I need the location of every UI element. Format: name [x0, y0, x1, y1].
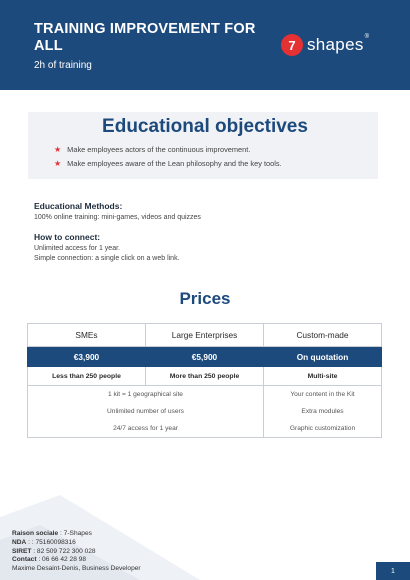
column-header: Custom-made — [264, 324, 382, 347]
siret-value: : 82 509 722 300 028 — [31, 547, 96, 555]
brand-logo — [281, 32, 369, 58]
siret-line — [12, 548, 141, 557]
connect-line: Unlimited access for 1 year. — [34, 245, 120, 252]
prices-title: Prices — [179, 289, 231, 308]
raison-value: : 7-Shapes — [58, 530, 92, 537]
custom-features-cell — [264, 386, 382, 438]
company-info — [12, 530, 141, 574]
shared-features-cell — [28, 386, 264, 438]
column-header: Large Enterprises — [146, 324, 264, 347]
objectives-title: Educational objectives — [102, 116, 308, 137]
logo-badge: 7 — [281, 34, 303, 56]
connect-line: Simple connection: a single click on a web link. — [34, 255, 180, 262]
contact-label: Contact — [12, 556, 37, 564]
feature-line: Unlimited number of users — [107, 408, 184, 415]
condition-row — [28, 367, 382, 386]
price-cell: On quotation — [264, 347, 382, 367]
header-banner — [0, 0, 410, 90]
page-number: 1 — [376, 562, 410, 580]
prices-table — [27, 323, 382, 438]
feature-line: Your content in the Kit — [290, 391, 355, 398]
feature-line: 24/7 access for 1 year — [113, 425, 178, 432]
condition-cell: More than 250 people — [146, 367, 264, 386]
feature-line: 1 kit = 1 geographical site — [108, 391, 183, 398]
price-cell: €3,900 — [28, 347, 146, 367]
siret-label: SIRET — [12, 547, 32, 555]
column-header: SMEs — [28, 324, 146, 347]
page-title: TRAINING IMPROVEMENT FOR ALL — [34, 21, 256, 54]
nda-value: : : 75160098316 — [26, 538, 76, 546]
nda-line — [12, 539, 141, 548]
table-header-row — [28, 324, 382, 347]
objective-item — [54, 157, 282, 171]
star-bullet-icon: ★ — [54, 145, 62, 154]
price-cell: €5,900 — [146, 347, 264, 367]
contact-line — [12, 556, 141, 565]
objective-text: Make employees aware of the Lean philosophy and the key tools. — [67, 159, 282, 168]
methods-text: 100% online training: mini-games, videos and quizzes — [34, 214, 201, 221]
condition-cell: Multi-site — [264, 367, 382, 386]
connect-heading: How to connect: — [34, 232, 101, 242]
feature-line: Extra modules — [301, 408, 344, 415]
nda-label: NDA — [12, 538, 27, 546]
objective-text: Make employees actors of the continuous improvement. — [67, 145, 251, 154]
company-name-line — [12, 530, 141, 539]
logo-registered-mark: ® — [364, 34, 370, 40]
training-duration: 2h of training — [34, 60, 92, 71]
price-row — [28, 347, 382, 367]
objective-item — [54, 143, 282, 157]
features-row — [28, 386, 382, 438]
star-bullet-icon: ★ — [54, 159, 62, 168]
logo-text: shapes — [307, 35, 364, 54]
objectives-list — [54, 143, 282, 171]
feature-line: Graphic customization — [289, 425, 356, 432]
condition-cell: Less than 250 people — [28, 367, 146, 386]
contact-person: Maxime Desaint-Denis, Business Developer — [12, 565, 141, 573]
contact-value: : 06 66 42 28 98 — [36, 556, 87, 564]
raison-label: Raison sociale — [12, 530, 59, 537]
methods-heading: Educational Methods: — [34, 201, 123, 211]
